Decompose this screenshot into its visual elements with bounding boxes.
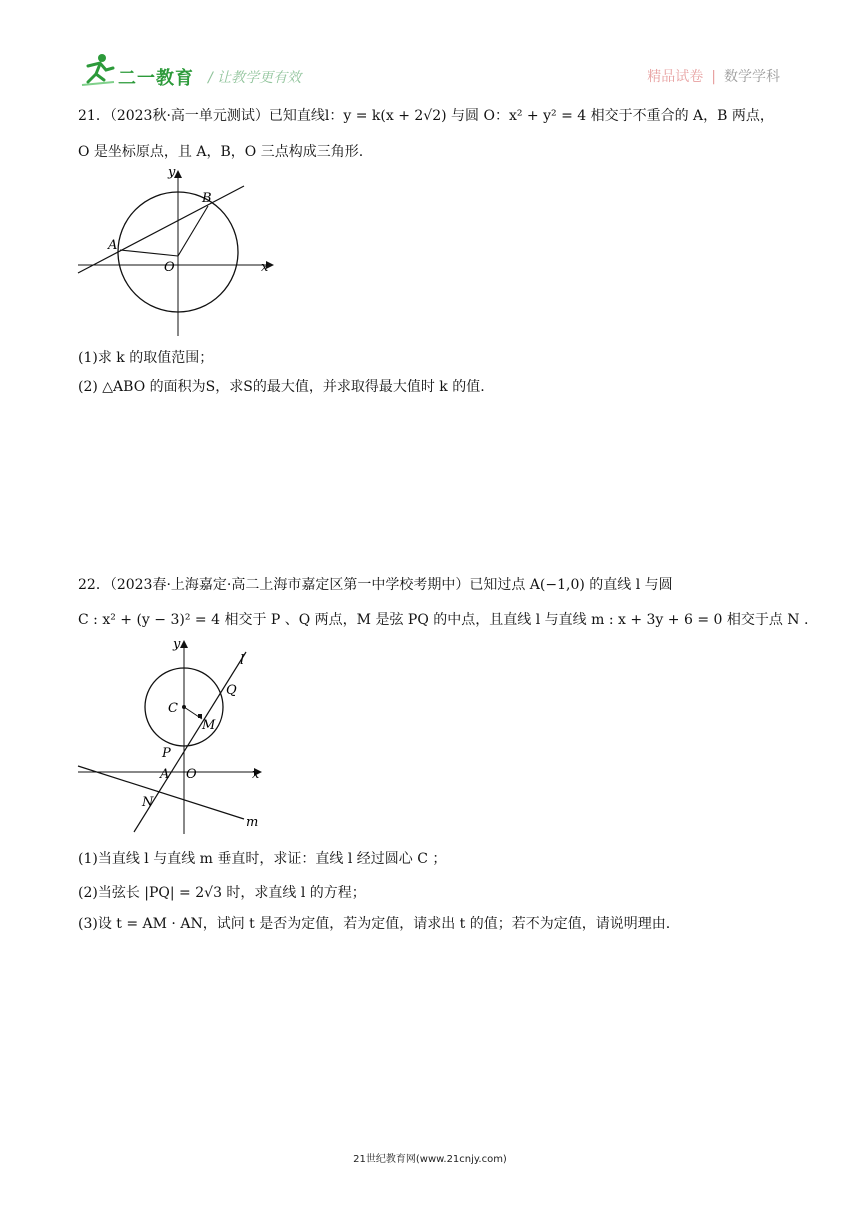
q21-figure bbox=[76, 168, 276, 338]
page-footer: 21世纪教育网(www.21cnjy.com) bbox=[353, 1154, 507, 1165]
q22-label-P: P bbox=[162, 746, 171, 761]
q21-line2: O 是坐标原点，且 A，B，O 三点构成三角形. bbox=[78, 144, 364, 160]
q21-label-y: y bbox=[168, 168, 176, 180]
tag-separator: | bbox=[711, 69, 716, 85]
q22-line2: C : x² + (y − 3)² = 4 相交于 P 、Q 两点，M 是弦 PQ 的中点，且直线 l 与直线 m : x + 3y + 6 = 0 相交于点 N . bbox=[78, 612, 809, 628]
q22-label-C: C bbox=[168, 701, 178, 716]
header-tags bbox=[647, 66, 780, 86]
tag-premium: 精品试卷 bbox=[647, 69, 704, 85]
q22-line1: 22．（2023春·上海嘉定·高二上海市嘉定区第一中学校考期中）已知过点 A(−1,0) 的直线 l 与圆 bbox=[78, 577, 673, 593]
q22-part2: (2)当弦长 |PQ| = 2√3 时，求直线 l 的方程； bbox=[78, 885, 366, 901]
q22-label-x: x bbox=[252, 767, 260, 782]
tag-subject: 数学学科 bbox=[724, 69, 780, 85]
q22-label-N: N bbox=[142, 795, 154, 810]
q21-part2: (2) △ABO 的面积为S，求S的最大值，并求取得最大值时 k 的值. bbox=[78, 379, 485, 395]
q22-part3: (3)设 t = AM · AN，试问 t 是否为定值，若为定值，请求出 t 的值；若不为定值，请说明理由. bbox=[78, 916, 671, 932]
q22-label-O: O bbox=[186, 767, 197, 782]
q22-label-y: y bbox=[173, 637, 181, 652]
q21-label-O: O bbox=[164, 260, 175, 275]
q21-label-A: A bbox=[108, 238, 118, 253]
q21-label-B: B bbox=[202, 191, 212, 206]
q22-label-Q: Q bbox=[226, 683, 237, 698]
page-header bbox=[80, 52, 780, 92]
brand-logo-text: 二一教育 bbox=[118, 68, 194, 89]
q22-label-l: l bbox=[240, 653, 245, 668]
q22-figure bbox=[76, 636, 276, 836]
runner-logo-icon bbox=[80, 52, 116, 86]
q22-part1: (1)当直线 l 与直线 m 垂直时，求证：直线 l 经过圆心 C ； bbox=[78, 851, 447, 867]
q22-label-m: m bbox=[246, 815, 259, 830]
slogan: / 让教学更有效 bbox=[208, 70, 302, 86]
q21-line1: 21．（2023秋·高一单元测试）已知直线l：y = k(x + 2√2) 与圆 O：x² + y² = 4 相交于不重合的 A，B 两点， bbox=[78, 108, 774, 124]
q22-label-M: M bbox=[202, 718, 216, 733]
q21-part1: (1)求 k 的取值范围； bbox=[78, 350, 214, 366]
q21-label-x: x bbox=[261, 260, 269, 275]
q22-label-A: A bbox=[160, 767, 170, 782]
